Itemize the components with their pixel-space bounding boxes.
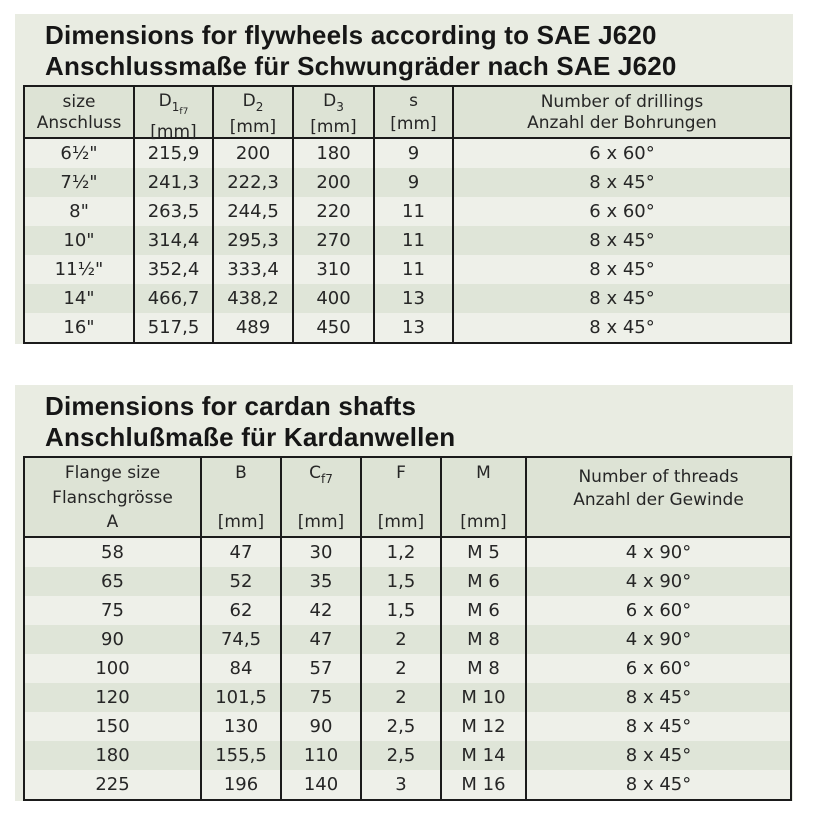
cardan-title-en: Dimensions for cardan shafts — [45, 391, 417, 421]
table-cell: 6 x 60° — [526, 654, 791, 683]
table-cell: 450 — [293, 313, 374, 343]
table-cell: 200 — [293, 168, 374, 197]
cardan-section — [15, 385, 793, 801]
table-cell: 65 — [101, 571, 124, 592]
table-cell: 13 — [374, 284, 453, 313]
table-cell: 244,5 — [213, 197, 293, 226]
unit-label: [mm] — [297, 512, 345, 532]
table-cell: 8 x 45° — [453, 226, 791, 255]
table-cell: 8 x 45° — [453, 284, 791, 313]
table-cell: 4 x 90° — [526, 625, 791, 654]
table-cell: M 16 — [441, 770, 526, 800]
table-cell: 13 — [374, 313, 453, 343]
table-cell: 8 x 45° — [526, 683, 791, 712]
table-row — [24, 537, 791, 567]
column-header-s — [374, 86, 453, 138]
table-cell: 8 x 45° — [453, 168, 791, 197]
table-cell: 11 — [374, 197, 453, 226]
table-cell: M 5 — [441, 537, 526, 567]
table-cell: 333,4 — [213, 255, 293, 284]
table-cell: 466,7 — [134, 284, 213, 313]
table-cell: 4 x 90° — [526, 567, 791, 596]
table-cell: 438,2 — [213, 284, 293, 313]
unit-label: [mm] — [310, 117, 357, 137]
column-header-drillings — [453, 86, 791, 138]
table-row — [24, 138, 791, 168]
dimension-symbol: M — [476, 463, 491, 483]
table-cell: 75 — [281, 683, 361, 712]
table-cell: 42 — [281, 596, 361, 625]
table-cell: 180 — [293, 138, 374, 168]
header-line: A — [106, 512, 119, 532]
table-row — [24, 596, 791, 625]
table-cell: 295,3 — [213, 226, 293, 255]
table-cell: 2 — [361, 625, 441, 654]
header-line: Anzahl der Gewinde — [573, 490, 744, 510]
table-row — [24, 741, 791, 770]
dimension-symbol: F — [396, 463, 406, 483]
table-cell: 6 x 60° — [526, 596, 791, 625]
table-cell: M 10 — [441, 683, 526, 712]
tolerance-subscript: f7 — [179, 107, 189, 117]
table-cell: 57 — [281, 654, 361, 683]
table-cell: 270 — [293, 226, 374, 255]
table-cell: 263,5 — [134, 197, 213, 226]
table-cell: 8 x 45° — [526, 741, 791, 770]
table-cell: 1,5 — [361, 596, 441, 625]
table-cell: 11 — [374, 226, 453, 255]
table-cell: 310 — [293, 255, 374, 284]
tolerance-subscript: f7 — [321, 472, 333, 486]
unit-label: [mm] — [377, 512, 425, 532]
table-row — [24, 712, 791, 741]
table-cell: 1,5 — [361, 567, 441, 596]
table-cell: 352,4 — [134, 255, 213, 284]
table-cell: 200 — [213, 138, 293, 168]
table-cell: 2,5 — [361, 712, 441, 741]
dimension-symbol: D — [323, 91, 337, 111]
flywheel-title-en: Dimensions for flywheels according to SAE J620 — [45, 20, 657, 50]
table-row — [24, 284, 791, 313]
header-line: Flanschgrösse — [52, 487, 173, 508]
cardan-table-header — [24, 457, 791, 537]
table-cell: 222,3 — [213, 168, 293, 197]
table-cell: 58 — [101, 542, 124, 563]
table-row — [24, 168, 791, 197]
table-cell: 90 — [281, 712, 361, 741]
unit-label: [mm] — [150, 122, 197, 142]
cardan-title-de: Anschlußmaße für Kardanwellen — [45, 422, 456, 452]
dimension-symbol: C — [309, 463, 321, 483]
table-cell: M 8 — [441, 654, 526, 683]
table-cell: M 8 — [441, 625, 526, 654]
table-cell: 101,5 — [201, 683, 281, 712]
table-cell: 90 — [101, 629, 124, 650]
table-row — [24, 567, 791, 596]
table-cell: 30 — [281, 537, 361, 567]
table-cell: 11 — [374, 255, 453, 284]
column-header-flange-size — [24, 457, 201, 537]
header-line: Number of drillings — [540, 92, 704, 112]
table-cell: 74,5 — [201, 625, 281, 654]
flywheel-title-de: Anschlussmaße für Schwungräder nach SAE J620 — [45, 51, 677, 81]
table-row — [24, 770, 791, 800]
table-cell: M 14 — [441, 741, 526, 770]
table-cell: 4 x 90° — [526, 537, 791, 567]
table-cell: 314,4 — [134, 226, 213, 255]
table-cell: 35 — [281, 567, 361, 596]
table-cell: 8 x 45° — [526, 770, 791, 800]
dimension-symbol: s — [409, 91, 418, 111]
column-header-b — [201, 457, 281, 537]
dimension-symbol: B — [235, 463, 247, 483]
table-row — [24, 683, 791, 712]
table-cell: 2 — [361, 683, 441, 712]
dimension-symbol: D — [158, 91, 172, 111]
table-row — [24, 625, 791, 654]
table-cell: 489 — [213, 313, 293, 343]
unit-label: [mm] — [229, 117, 277, 137]
flywheel-title — [15, 14, 793, 85]
table-cell: 8 x 45° — [453, 313, 791, 343]
table-cell: 10" — [63, 230, 95, 251]
table-cell: 8" — [69, 201, 89, 222]
table-cell: 180 — [95, 745, 130, 766]
table-cell: 7½" — [60, 172, 98, 193]
table-cell: 84 — [201, 654, 281, 683]
cardan-table-body — [24, 537, 791, 800]
column-header-d3 — [293, 86, 374, 138]
table-cell: 400 — [293, 284, 374, 313]
table-cell: 52 — [201, 567, 281, 596]
table-cell: 220 — [293, 197, 374, 226]
table-cell: 8 x 45° — [526, 712, 791, 741]
table-cell: 8 x 45° — [453, 255, 791, 284]
dimension-subscript: 2 — [255, 100, 264, 114]
header-line: Anschluss — [36, 113, 122, 133]
dimension-symbol: D — [242, 91, 256, 111]
column-header-threads — [526, 457, 791, 537]
dimension-subscript: 3 — [336, 100, 344, 114]
table-cell: 241,3 — [134, 168, 213, 197]
header-line: Number of threads — [578, 467, 739, 487]
flywheel-table-header — [24, 86, 791, 142]
table-cell: 6 x 60° — [453, 197, 791, 226]
table-cell: 11½" — [54, 259, 104, 280]
column-header-c — [281, 457, 361, 537]
table-cell: 6½" — [60, 143, 98, 164]
flywheel-table — [23, 85, 792, 344]
table-cell: 130 — [201, 712, 281, 741]
table-cell: 3 — [361, 770, 441, 800]
table-row — [24, 197, 791, 226]
table-cell: 1,2 — [361, 537, 441, 567]
table-cell: 517,5 — [134, 313, 213, 343]
column-header-size — [24, 86, 134, 138]
table-cell: M 12 — [441, 712, 526, 741]
dimension-subscript: 1 — [171, 100, 180, 114]
table-cell: 6 x 60° — [453, 138, 791, 168]
flywheel-table-body — [24, 138, 791, 343]
table-cell: 14" — [63, 288, 95, 309]
column-header-f — [361, 457, 441, 537]
table-cell: 110 — [281, 741, 361, 770]
table-cell: 120 — [95, 687, 130, 708]
unit-label: [mm] — [217, 512, 265, 532]
table-cell: 16" — [63, 317, 95, 338]
table-cell: 225 — [95, 774, 130, 795]
table-cell: M 6 — [441, 567, 526, 596]
table-cell: 75 — [101, 600, 124, 621]
column-header-d2 — [213, 86, 293, 138]
table-row — [24, 255, 791, 284]
table-cell: 150 — [95, 716, 130, 737]
table-row — [24, 226, 791, 255]
table-cell: 2 — [361, 654, 441, 683]
table-cell: 2,5 — [361, 741, 441, 770]
unit-label: [mm] — [390, 114, 437, 134]
table-row — [24, 654, 791, 683]
table-cell: 47 — [201, 537, 281, 567]
column-header-d1 — [134, 86, 213, 142]
table-cell: 9 — [374, 168, 453, 197]
unit-label: [mm] — [460, 512, 507, 532]
table-cell: M 6 — [441, 596, 526, 625]
table-cell: 155,5 — [201, 741, 281, 770]
cardan-title — [15, 385, 793, 456]
column-header-m — [441, 457, 526, 537]
table-row — [24, 313, 791, 343]
table-cell: 215,9 — [134, 138, 213, 168]
header-line: Anzahl der Bohrungen — [527, 113, 717, 133]
table-cell: 140 — [281, 770, 361, 800]
table-cell: 62 — [201, 596, 281, 625]
flywheel-section — [15, 14, 793, 344]
table-cell: 100 — [95, 658, 130, 679]
table-cell: 196 — [201, 770, 281, 800]
header-line: size — [62, 92, 96, 112]
cardan-table — [23, 456, 792, 801]
table-cell: 47 — [281, 625, 361, 654]
table-cell: 9 — [374, 138, 453, 168]
header-line: Flange size — [64, 463, 161, 483]
